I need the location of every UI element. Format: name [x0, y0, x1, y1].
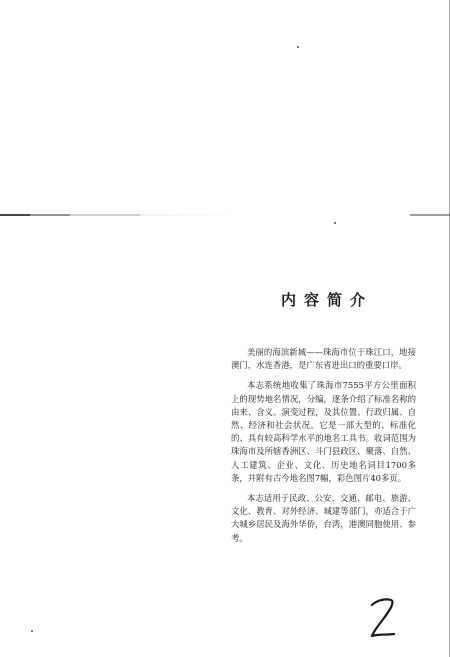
introduction-text — [231, 346, 416, 552]
paragraph-intro: 美丽的海滨新城——珠海市位于珠江口，地接澳门，水连香港，是广东省进出口的重要口岸。 — [231, 347, 416, 371]
paragraph-content: 本志系统地收集了珠海市7555平方公里面积上的现势地名情况，分编，逐条介绍了标准名称的由来、含义、演变过程，及其位置、行政归属、自然、经济和社会状况。它是一部大型的、标准化的、具有较高科学水平的地名工具书。收词范围为珠海市及所辖香洲区、斗门县政区、聚落、自然、人工建筑、企业、文化、历史地名词目1700多条，并附有古今地名图7幅，彩色图片40多页。 — [231, 380, 416, 483]
scan-speck — [297, 46, 299, 48]
scan-speck — [334, 222, 336, 224]
scan-artifact-line — [0, 214, 450, 216]
paragraph-audience: 本志适用于民政、公安、交通、邮电、旅游、文化、教育、对外经济、城建等部门，亦适合于广大城乡居民及海外华侨，台湾，港澳同胞使用、参考。 — [231, 493, 416, 543]
page-title: 内容简介 — [281, 291, 374, 309]
handwritten-page-number — [364, 592, 404, 642]
scan-speck — [31, 630, 33, 632]
